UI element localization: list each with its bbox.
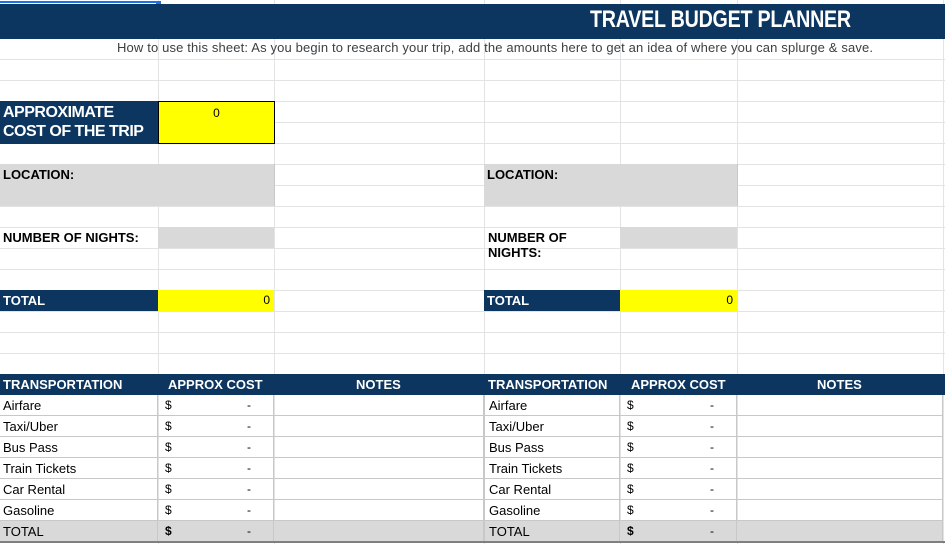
- transport-item-cost[interactable]: [620, 500, 737, 521]
- location-label-cell-2[interactable]: [484, 164, 738, 206]
- approx-cost-value: 0: [213, 106, 220, 120]
- approx-cost-value-cell[interactable]: [158, 101, 275, 144]
- total-value-2: 0: [726, 293, 733, 307]
- cost-value: -: [247, 440, 251, 454]
- transport-item-label[interactable]: Bus Pass: [484, 437, 620, 458]
- cost-value: -: [710, 398, 714, 412]
- cost-value: -: [710, 482, 714, 496]
- approx-cost-label-line1: APPROXIMATE: [3, 104, 114, 121]
- transport-item-label[interactable]: Train Tickets: [0, 458, 158, 479]
- cost-value: -: [247, 482, 251, 496]
- approx-cost-label: [0, 101, 158, 144]
- currency-symbol: $: [165, 440, 172, 454]
- transport-total-label[interactable]: TOTAL: [0, 521, 158, 542]
- transport-item-notes[interactable]: [737, 437, 943, 458]
- total-value-1: 0: [263, 293, 270, 307]
- table-bottom-border: [0, 541, 945, 543]
- total-value-cell-1[interactable]: [158, 290, 274, 311]
- transport-item-label[interactable]: Car Rental: [0, 479, 158, 500]
- title-bar: [0, 4, 945, 39]
- transport-total-notes[interactable]: [737, 521, 943, 542]
- transport-item-notes[interactable]: [737, 500, 943, 521]
- cost-value: -: [247, 461, 251, 475]
- currency-symbol: $: [165, 398, 172, 412]
- location-label-2: LOCATION:: [487, 167, 559, 182]
- transport-item-cost[interactable]: [620, 437, 737, 458]
- cost-header-1: APPROX COST: [168, 377, 263, 392]
- transport-total-cost[interactable]: [158, 521, 274, 542]
- transport-item-cost[interactable]: [158, 416, 274, 437]
- transport-item-notes[interactable]: [737, 458, 943, 479]
- transport-item-cost[interactable]: [158, 458, 274, 479]
- notes-header-1: NOTES: [356, 377, 401, 392]
- transport-item-notes[interactable]: [737, 416, 943, 437]
- transport-item-label[interactable]: Gasoline: [0, 500, 158, 521]
- total-label-2: TOTAL: [487, 293, 530, 308]
- currency-symbol: $: [165, 524, 172, 538]
- transport-item-notes[interactable]: [274, 500, 484, 521]
- currency-symbol: $: [627, 482, 634, 496]
- transport-item-cost[interactable]: [158, 395, 274, 416]
- transport-item-label[interactable]: Car Rental: [484, 479, 620, 500]
- cost-value: -: [710, 440, 714, 454]
- transport-item-cost[interactable]: [158, 500, 274, 521]
- instructions-text: How to use this sheet: As you begin to research your trip, add the amounts here to get an idea of where you can splurge & save.: [117, 40, 874, 55]
- transport-header-2: TRANSPORTATION: [488, 377, 608, 392]
- transport-item-label[interactable]: Train Tickets: [484, 458, 620, 479]
- currency-symbol: $: [627, 524, 634, 538]
- currency-symbol: $: [627, 419, 634, 433]
- currency-symbol: $: [627, 503, 634, 517]
- transport-header-row-1: [0, 374, 484, 395]
- location-label-cell-1[interactable]: [0, 164, 275, 206]
- transport-item-cost[interactable]: [620, 416, 737, 437]
- transport-item-notes[interactable]: [737, 479, 943, 500]
- nights-label-1: NUMBER OF NIGHTS:: [3, 230, 139, 245]
- transport-item-notes[interactable]: [274, 437, 484, 458]
- currency-symbol: $: [165, 461, 172, 475]
- transport-total-cost[interactable]: [620, 521, 737, 542]
- cost-value: -: [247, 398, 251, 412]
- nights-input-2[interactable]: [620, 227, 737, 248]
- transport-header-row-2: [484, 374, 945, 395]
- transport-item-notes[interactable]: [274, 395, 484, 416]
- nights-input-1[interactable]: [158, 227, 274, 248]
- transport-total-notes[interactable]: [274, 521, 484, 542]
- transport-item-notes[interactable]: [274, 458, 484, 479]
- transport-item-label[interactable]: Taxi/Uber: [0, 416, 158, 437]
- notes-header-2: NOTES: [817, 377, 862, 392]
- currency-symbol: $: [165, 482, 172, 496]
- cost-value: -: [710, 524, 714, 538]
- cost-value: -: [247, 419, 251, 433]
- currency-symbol: $: [627, 398, 634, 412]
- transport-item-notes[interactable]: [274, 416, 484, 437]
- currency-symbol: $: [165, 419, 172, 433]
- transport-item-label[interactable]: Airfare: [484, 395, 620, 416]
- cost-value: -: [247, 503, 251, 517]
- total-label-cell-1: [0, 290, 158, 311]
- currency-symbol: $: [627, 461, 634, 475]
- approx-cost-label-line2: COST OF THE TRIP: [3, 123, 144, 140]
- total-label-cell-2: [484, 290, 620, 311]
- transport-item-cost[interactable]: [158, 479, 274, 500]
- nights-label-2: NUMBER OF NIGHTS:: [488, 230, 567, 260]
- currency-symbol: $: [627, 440, 634, 454]
- total-value-cell-2[interactable]: [620, 290, 737, 311]
- transport-item-notes[interactable]: [737, 395, 943, 416]
- currency-symbol: $: [165, 503, 172, 517]
- cost-value: -: [710, 461, 714, 475]
- transport-item-cost[interactable]: [620, 479, 737, 500]
- transport-item-notes[interactable]: [274, 479, 484, 500]
- transport-item-cost[interactable]: [620, 458, 737, 479]
- transport-item-label[interactable]: Taxi/Uber: [484, 416, 620, 437]
- cell-selection-marker: [0, 0, 158, 3]
- transport-header-1: TRANSPORTATION: [3, 377, 123, 392]
- location-label-1: LOCATION:: [3, 167, 75, 182]
- cost-header-2: APPROX COST: [631, 377, 726, 392]
- transport-item-label[interactable]: Bus Pass: [0, 437, 158, 458]
- page-title: TRAVEL BUDGET PLANNER: [590, 6, 851, 33]
- transport-item-cost[interactable]: [158, 437, 274, 458]
- transport-item-label[interactable]: Airfare: [0, 395, 158, 416]
- cost-value: -: [247, 524, 251, 538]
- transport-item-cost[interactable]: [620, 395, 737, 416]
- total-label-1: TOTAL: [3, 293, 46, 308]
- transport-item-label[interactable]: Gasoline: [484, 500, 620, 521]
- transport-total-label[interactable]: TOTAL: [484, 521, 620, 542]
- cost-value: -: [710, 419, 714, 433]
- cost-value: -: [710, 503, 714, 517]
